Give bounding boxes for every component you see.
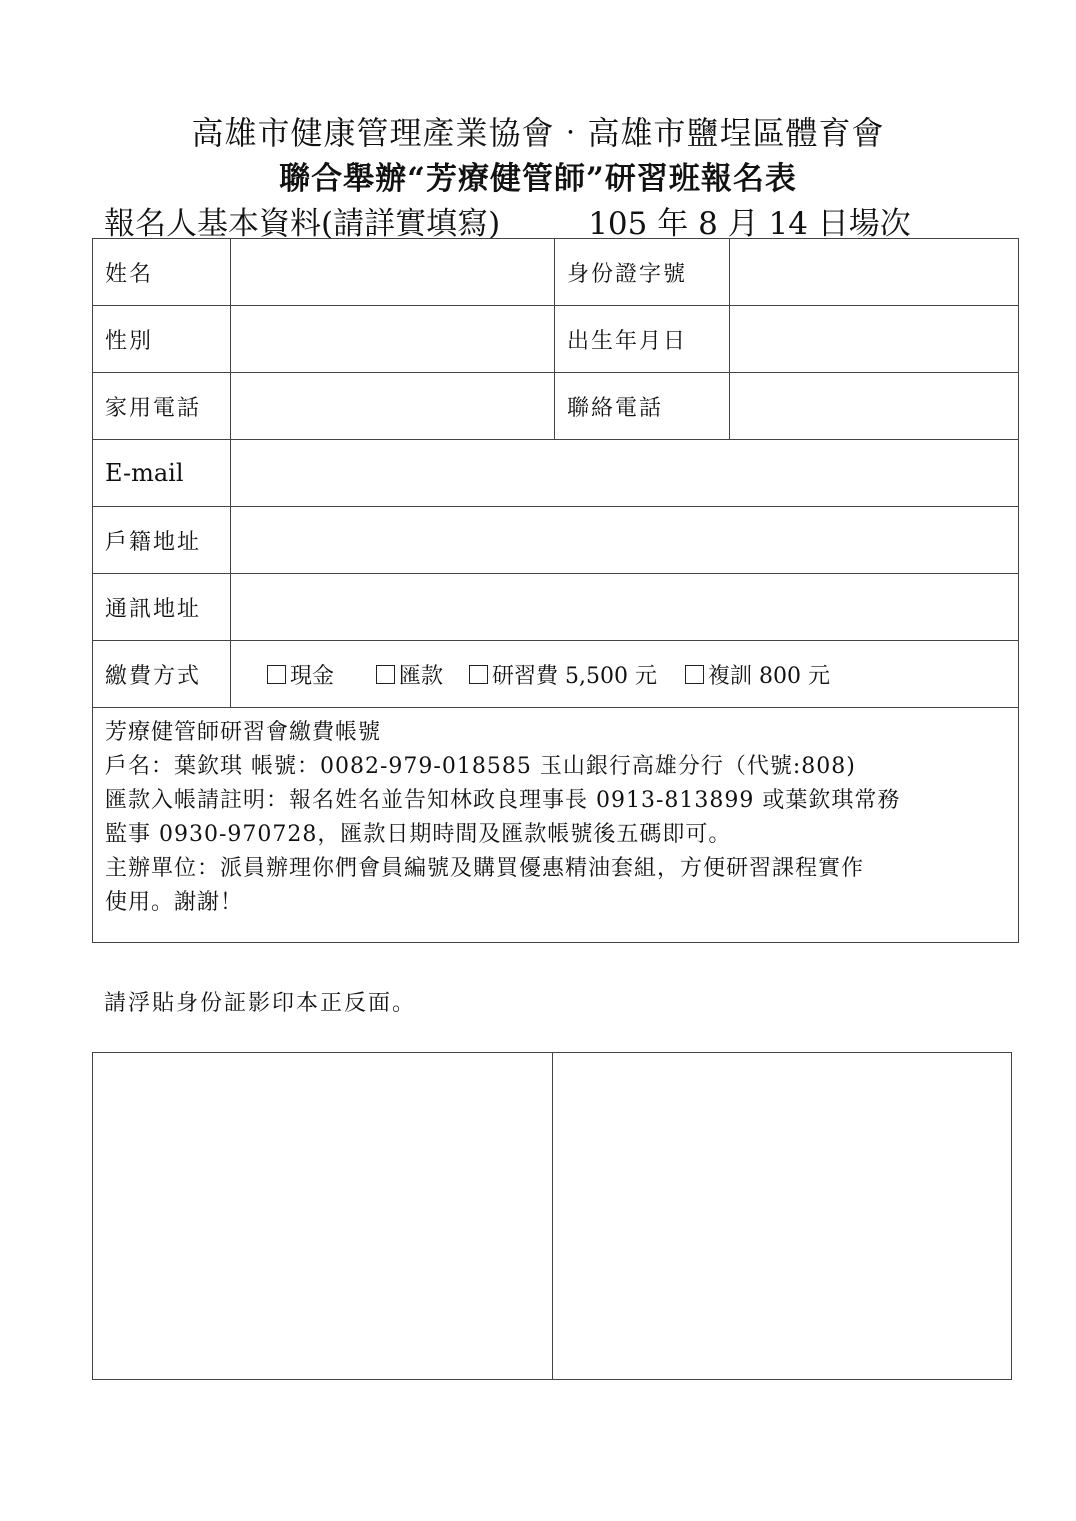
payment-method-label: 繳費方式	[93, 641, 231, 708]
home-phone-field[interactable]	[231, 373, 555, 440]
training-fee-label: 研習費 5,500 元	[492, 663, 657, 689]
cash-label: 現金	[290, 663, 335, 689]
training-fee-checkbox[interactable]	[469, 665, 488, 684]
notes-line: 戶名：葉欽琪 帳號：0082-979-018585 玉山銀行高雄分行（代號:808)	[105, 754, 856, 779]
name-field[interactable]	[231, 239, 555, 306]
retraining-fee-label: 複訓 800 元	[708, 663, 830, 689]
session-date: 105 年 8 月 14 日場次	[588, 206, 911, 242]
notes-line: 使用。謝謝！	[105, 890, 244, 915]
mailing-address-field[interactable]	[231, 574, 1019, 641]
id-back-paste-box	[552, 1053, 1012, 1379]
notes-line: 主辦單位：派員辦理你們會員編號及購買優惠精油套組，方便研習課程實作	[105, 856, 865, 881]
payment-options	[231, 641, 1019, 708]
mailing-address-label: 通訊地址	[93, 574, 231, 641]
table-row	[93, 641, 1019, 708]
birthdate-label: 出生年月日	[555, 306, 730, 373]
notes-line: 芳療健管師研習會繳費帳號	[105, 720, 382, 745]
form-title: 聯合舉辦“芳療健管師”研習班報名表	[279, 161, 797, 197]
section-title	[104, 198, 911, 243]
notes-line: 監事 0930-970728，匯款日期時間及匯款帳號後五碼即可。	[105, 822, 732, 847]
household-address-label: 戶籍地址	[93, 507, 231, 574]
section-title-label: 報名人基本資料(請詳實填寫)	[104, 206, 501, 242]
org-title: 高雄市健康管理產業協會‧高雄市鹽埕區體育會	[191, 114, 885, 152]
table-row	[93, 373, 1019, 440]
payment-option-training-fee	[469, 659, 657, 690]
table-row	[93, 239, 1019, 306]
notes-line: 匯款入帳請註明：報名姓名並告知林政良理事長 0913-813899 或葉欽琪常務	[105, 788, 901, 813]
registration-table	[92, 238, 1019, 943]
transfer-label: 匯款	[399, 663, 444, 689]
transfer-checkbox[interactable]	[376, 665, 395, 684]
gender-field[interactable]	[231, 306, 555, 373]
contact-phone-field[interactable]	[730, 373, 1019, 440]
email-field[interactable]	[231, 440, 1019, 507]
household-address-field[interactable]	[231, 507, 1019, 574]
table-row	[93, 708, 1019, 943]
payment-option-cash	[267, 659, 334, 690]
payment-option-retraining-fee	[685, 659, 830, 690]
id-copy-paste-area	[92, 1052, 1012, 1380]
id-number-label: 身份證字號	[555, 239, 730, 306]
contact-phone-label: 聯絡電話	[555, 373, 730, 440]
id-number-field[interactable]	[730, 239, 1019, 306]
table-row	[93, 440, 1019, 507]
name-label: 姓名	[93, 239, 231, 306]
payment-notes	[93, 708, 1019, 943]
table-row	[93, 306, 1019, 373]
email-label: E-mail	[93, 440, 231, 507]
id-front-paste-box	[93, 1053, 552, 1379]
home-phone-label: 家用電話	[93, 373, 231, 440]
payment-option-transfer	[376, 659, 443, 690]
gender-label: 性別	[93, 306, 231, 373]
cash-checkbox[interactable]	[267, 665, 286, 684]
retraining-fee-checkbox[interactable]	[685, 665, 704, 684]
table-row	[93, 507, 1019, 574]
id-copy-instruction: 請浮貼身份証影印本正反面。	[104, 991, 417, 1016]
birthdate-field[interactable]	[730, 306, 1019, 373]
table-row	[93, 574, 1019, 641]
